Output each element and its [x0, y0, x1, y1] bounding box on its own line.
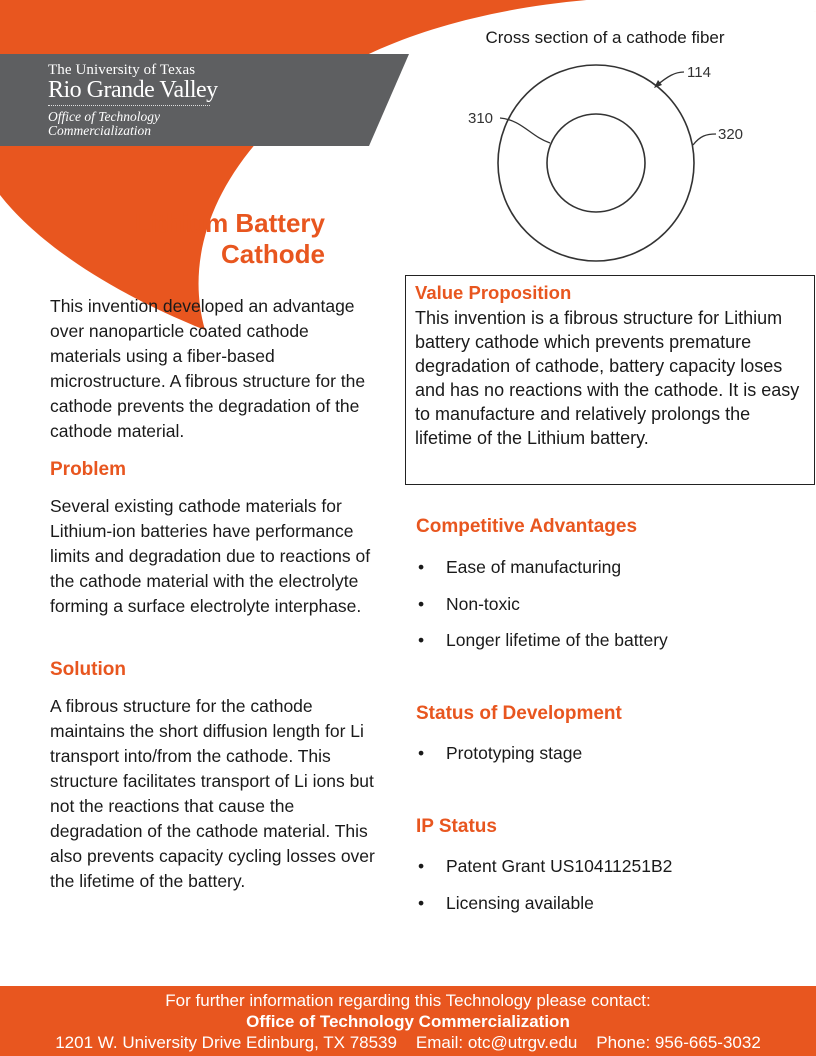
bullet-icon: • — [418, 557, 425, 577]
logo-commercialization-line: Commercialization — [48, 123, 151, 138]
ip-status-heading: IP Status — [416, 816, 497, 837]
competitive-advantages-heading: Competitive Advantages — [416, 516, 638, 537]
solution-text: A fibrous structure for the cathode maintains the short diffusion length for Li transport into/from the cathode. This structure facilitates transport of Li ions but not the reactions that cause the degradation of the cathode material. This also prevents capacity cycling losses over the lifetime of the battery. — [50, 696, 375, 891]
status-of-development-heading: Status of Development — [416, 703, 622, 724]
logo-divider — [48, 105, 210, 106]
list-item: • Non-toxic — [418, 593, 520, 614]
figure-caption: Cross section of a cathode fiber — [485, 28, 725, 47]
footer-details — [0, 1032, 816, 1053]
bullet-icon: • — [418, 593, 425, 614]
outer-circle — [498, 65, 694, 261]
page-title — [0, 208, 325, 270]
problem-text: Several existing cathode materials for Lithium-ion batteries have performance limits and degradation due to reactions of the cathode material with the electrolyte forming a surface electrolyte interphase. — [50, 496, 371, 616]
value-proposition-heading: Value Proposition — [415, 282, 572, 303]
bullet-icon: • — [418, 856, 425, 876]
label-114: 114 — [687, 64, 711, 81]
competitive-advantages-list — [416, 556, 796, 666]
ip-status-list — [416, 855, 796, 928]
problem-heading: Problem — [50, 459, 127, 480]
footer-office-name: Office of Technology Commercialization — [246, 1012, 570, 1031]
value-proposition-box — [405, 275, 815, 485]
list-item: • Patent Grant US10411251B2 — [418, 856, 673, 876]
label-310: 310 — [468, 110, 494, 127]
contact-footer — [0, 986, 816, 1056]
footer-contact-line: For further information regarding this Technology please contact: — [165, 991, 651, 1010]
solution-heading: Solution — [50, 659, 126, 680]
status-of-development-list — [416, 742, 796, 779]
title-line-1: Lithium Battery — [134, 208, 325, 238]
footer-phone: Phone: 956-665-3032 — [596, 1033, 761, 1052]
footer-email[interactable]: Email: otc@utrgv.edu — [415, 1033, 578, 1052]
list-item: • Longer lifetime of the battery — [418, 630, 668, 650]
cathode-fiber-diagram — [460, 52, 760, 262]
title-line-2: Cathode — [221, 239, 325, 269]
value-proposition-text: This invention is a fibrous structure for Lithium battery cathode which prevents premature degradation of cathode, battery capacity loses and has no reactions with the cathode. It is easy to manufacture and relatively prolongs the lifetime of the Lithium battery. — [415, 308, 800, 448]
logo-office-line: Office of Technology — [48, 109, 160, 124]
inner-circle — [547, 114, 645, 212]
label-320: 320 — [718, 126, 744, 143]
leader-320 — [693, 134, 716, 145]
logo-university-line: The University of Texas — [48, 62, 196, 78]
footer-address: 1201 W. University Drive Edinburg, TX 78539 — [55, 1033, 397, 1052]
list-item: • Ease of manufacturing — [418, 557, 622, 577]
bullet-icon: • — [418, 630, 425, 650]
logo-campus-line: Rio Grande Valley — [48, 77, 218, 103]
intro-paragraph: This invention developed an advantage over nanoparticle coated cathode materials using a fiber-based microstructure. A fibrous structure for the cathode prevents the degradation of the cathode material. — [50, 296, 366, 441]
utrgv-logo — [48, 62, 218, 138]
list-item: • Licensing available — [418, 892, 594, 913]
list-item: • Prototyping stage — [418, 743, 583, 763]
bullet-icon: • — [418, 743, 425, 763]
bullet-icon: • — [418, 892, 425, 913]
